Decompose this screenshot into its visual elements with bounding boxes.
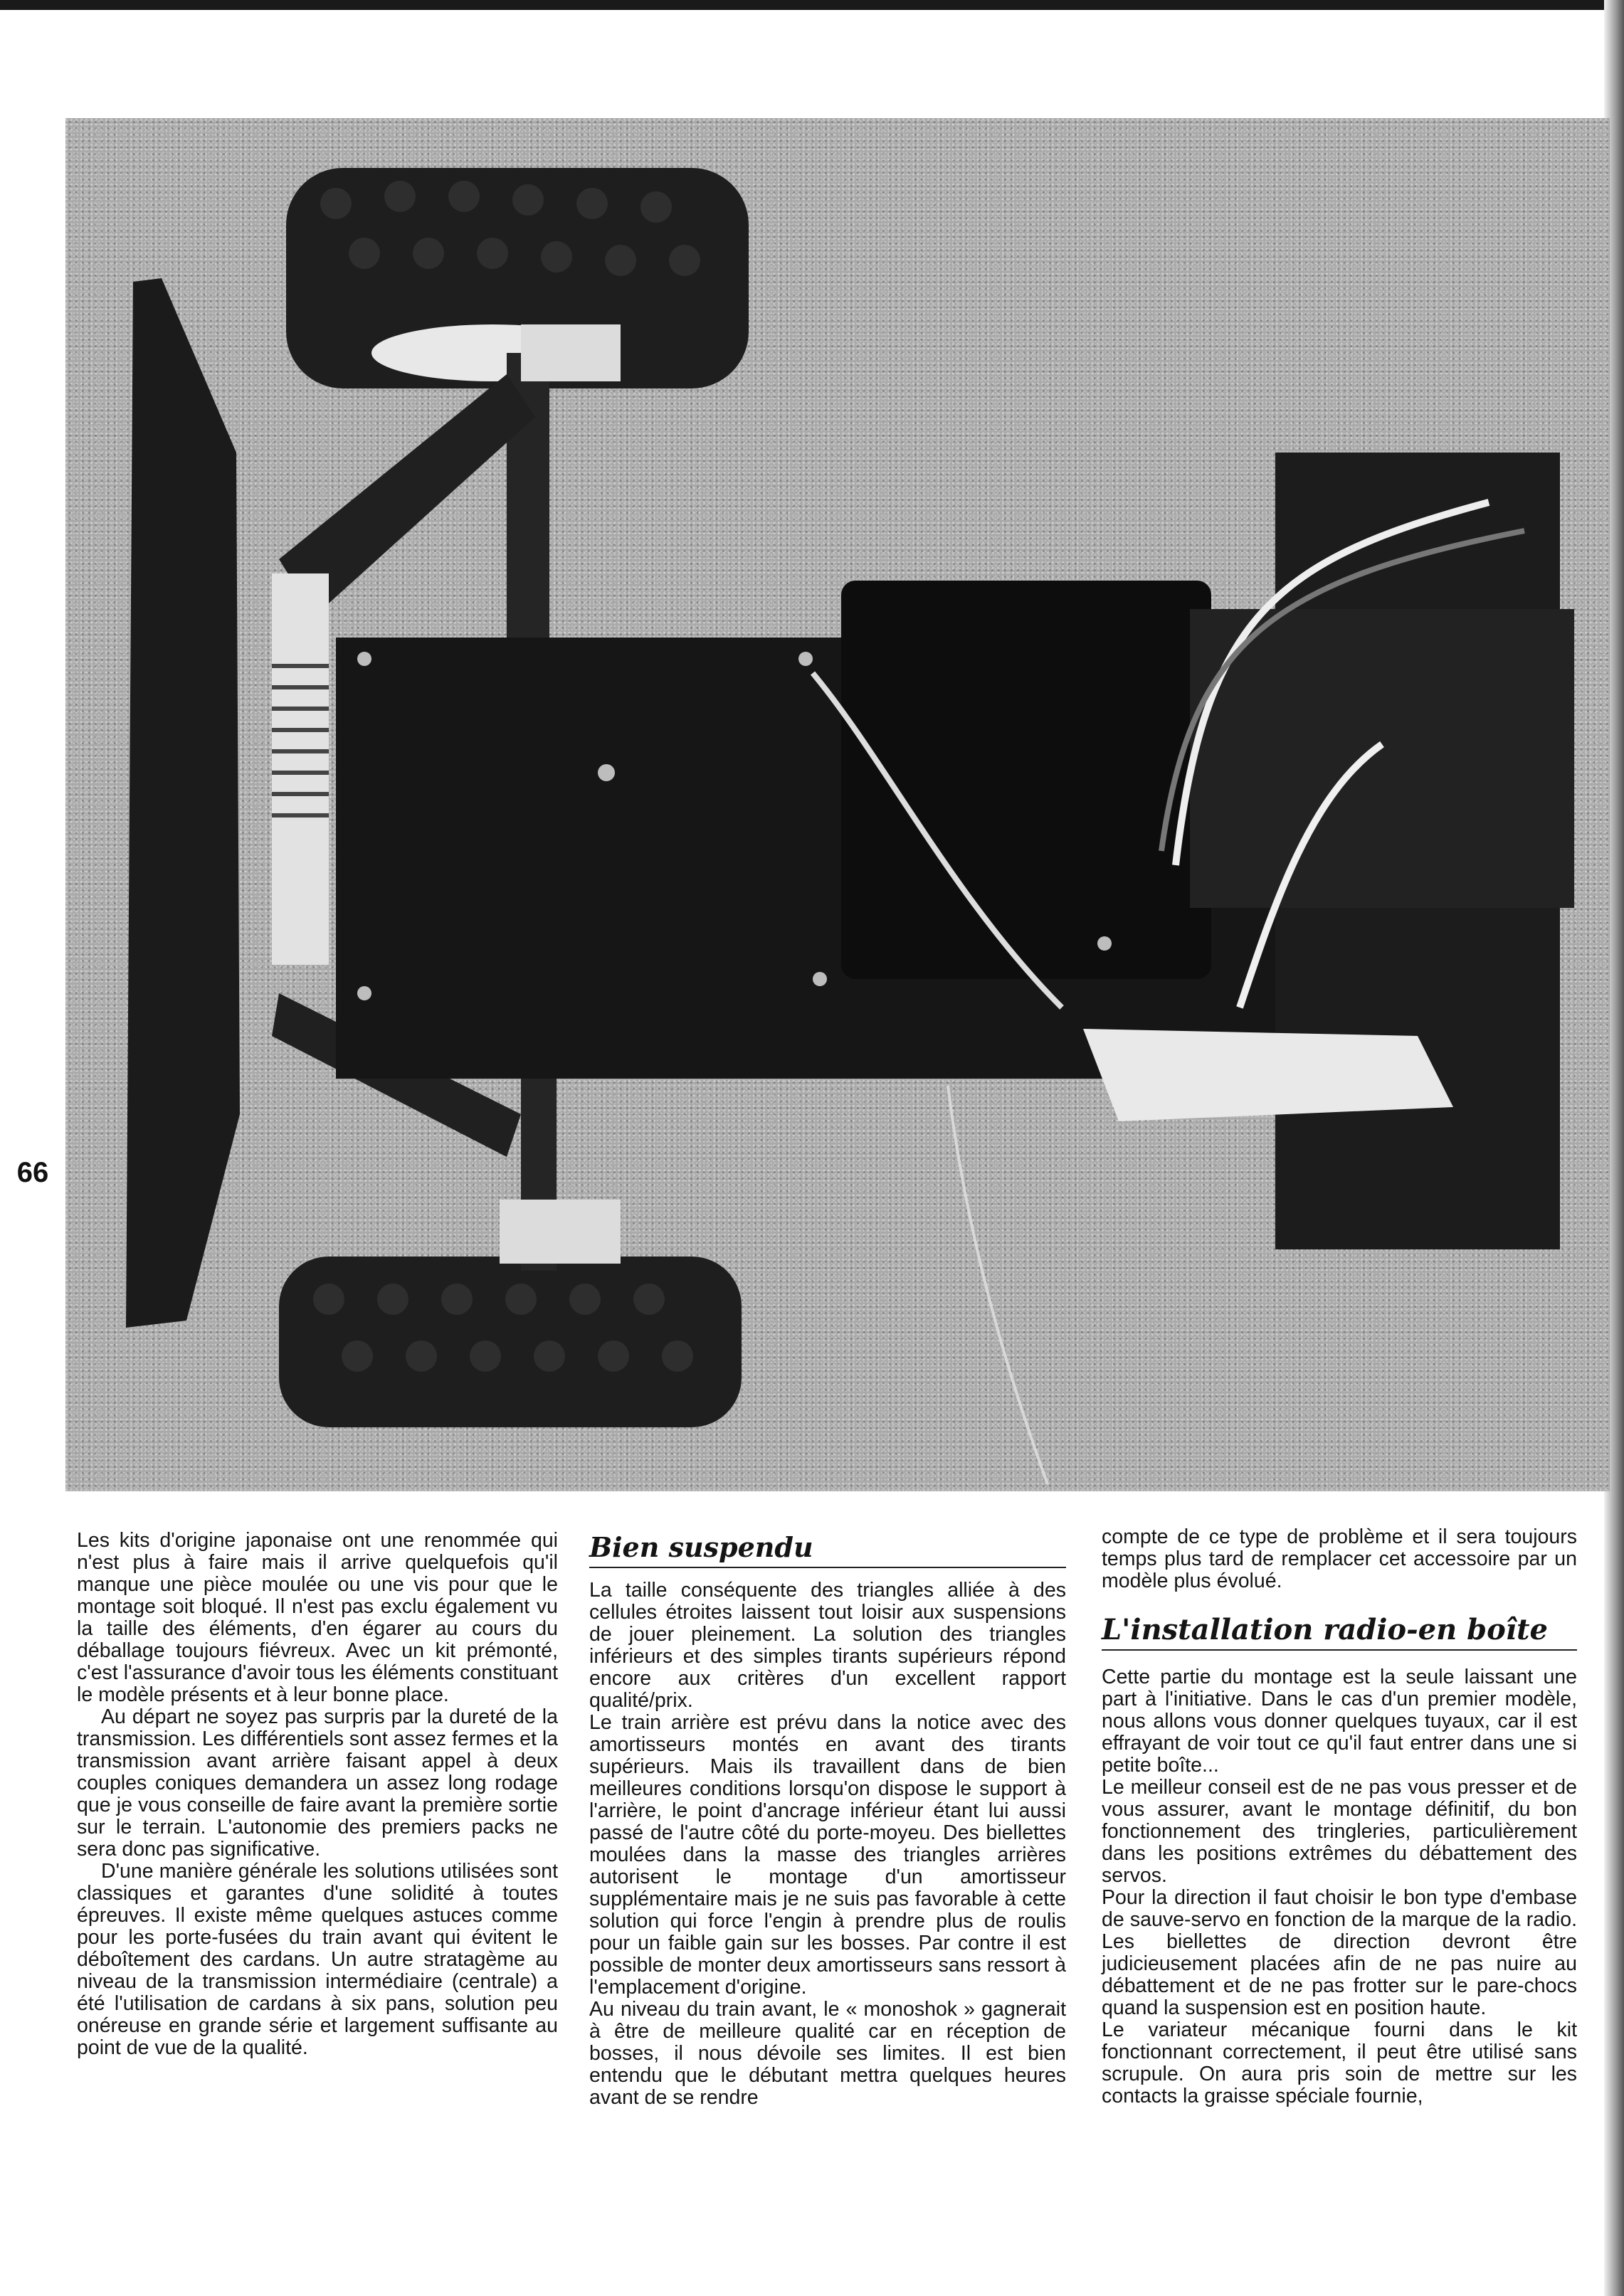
chassis-photo xyxy=(65,118,1610,1491)
article-column-1 xyxy=(77,1530,558,2059)
paragraph: Le meilleur conseil est de ne pas vous presser et de vous assurer, avant le montage définitif, du bon fonctionnement des tringleries, particulièrement dans les positions extrêmes du débattement des servos. xyxy=(1102,1776,1577,1887)
paragraph: Pour la direction il faut choisir le bon type d'embase de sauve-servo en fonction de la marque de la radio. Les biellettes de direction devront être judicieusement placées afin de ne pas nuire au débattement et de ne pas frotter sur le pare-chocs quand la suspension est en position haute. xyxy=(1102,1886,1577,2019)
article-column-2 xyxy=(589,1531,1066,2109)
paragraph: Au niveau du train avant, le « monoshok » gagnerait à être de meilleure qualité car en réception de bosses, il nous dévoile ses limites. Il est bien entendu que le débutant mettra quelques heures avant de se rendre xyxy=(589,1998,1066,2109)
scan-top-edge xyxy=(0,0,1624,10)
paragraph: Les kits d'origine japonaise ont une renommée qui n'est plus à faire mais il arrive quelquefois qu'il manque une pièce moulée ou une vis pour que le montage soit bloqué. Il n'est pas exclu également vu la taille des éléments, d'en égarer au cours du déballage toujours fiévreux. Avec un kit prémonté, c'est l'assurance d'avoir tous les éléments constituant le modèle présents et à leur bonne place. xyxy=(77,1529,558,1706)
page-number: 66 xyxy=(0,1143,65,1202)
rc-buggy-chassis-icon xyxy=(65,118,1610,1491)
article-column-3 xyxy=(1102,1526,1577,2107)
section-heading-bien-suspendu: Bien suspendu xyxy=(589,1531,1066,1568)
paragraph: Cette partie du montage est la seule laissant une part à l'initiative. Dans le cas d'un premier modèle, nous allons vous donner quelques tuyaux, car il est effrayant de voir tout ce qu'il faut entrer dans une si petite boîte... xyxy=(1102,1666,1577,1777)
paragraph: compte de ce type de problème et il sera toujours temps plus tard de remplacer cet accessoire par un modèle plus évolué. xyxy=(1102,1525,1577,1592)
paragraph: Au départ ne soyez pas surpris par la dureté de la transmission. Les différentiels sont assez fermes et la transmission avant arrière faisant appel à deux couples coniques demandera un assez long rodage que je vous conseille de faire avant la première sortie sur le terrain. L'autonomie des premiers packs ne sera donc pas significative. xyxy=(77,1705,558,1861)
section-heading-installation-radio: L'installation radio-en boîte xyxy=(1102,1614,1577,1651)
paragraph: La taille conséquente des triangles alliée à des cellules étroites laissent tout loisir aux suspensions de jouer pleinement. La solution des triangles inférieurs et des simples tirants supérieurs répond encore aux critères d'un excellent rapport qualité/prix. xyxy=(589,1579,1066,1712)
paragraph: D'une manière générale les solutions utilisées sont classiques et garantes d'une solidité à toutes épreuves. Il existe même quelques astuces comme pour les porte-fusées du train avant qui évitent le déboîtement des cardans. Un autre stratagème au niveau de la transmission intermédiaire (centrale) a été l'utilisation de cardans à six pans, solution peu onéreuse en grande série et largement suffisante au point de vue de la qualité. xyxy=(77,1860,558,2059)
paragraph: Le train arrière est prévu dans la notice avec des amortisseurs montés en avant des tirants supérieurs. Mais ils travaillent dans de bien meilleures conditions lorsqu'on dispose le support à l'arrière, le point d'ancrage inférieur étant lui aussi passé de l'autre côté du porte-moyeu. Des biellettes moulées dans la masse des triangles arrières autorisent le montage d'un amortisseur supplémentaire mais je ne suis pas favorable à cette solution qui force l'engin à prendre plus de roulis pour un faible gain sur les bosses. Par contre il est possible de monter deux amortisseurs sans ressort à l'emplacement d'origine. xyxy=(589,1711,1066,1999)
paragraph: Le variateur mécanique fourni dans le kit fonctionnant correctement, il peut être utilisé sans scrupule. On aura pris soin de mettre sur les contacts la graisse spéciale fournie, xyxy=(1102,2019,1577,2107)
